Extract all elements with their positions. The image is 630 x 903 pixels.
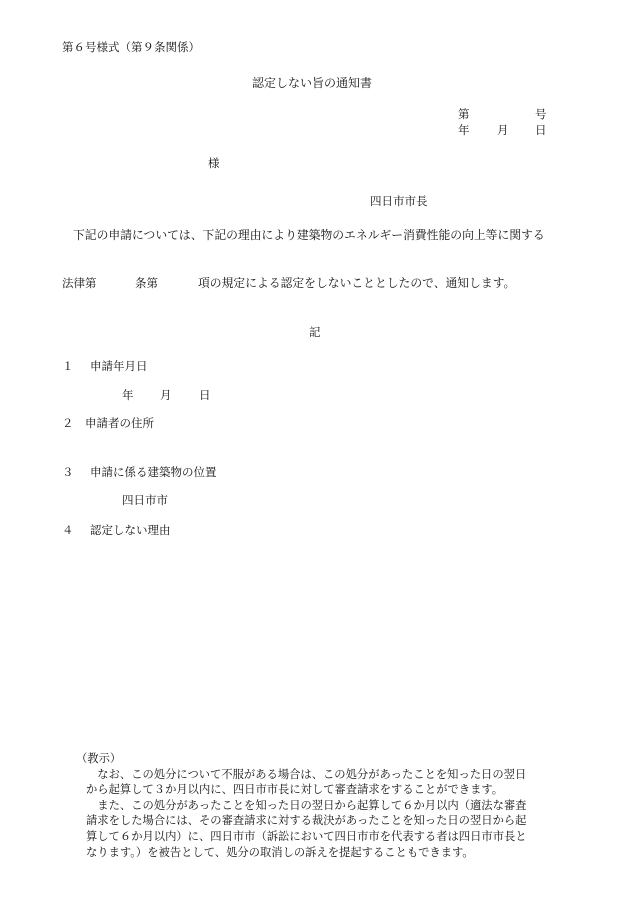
building-location: 四日市市 — [122, 493, 168, 507]
item-number: ３ — [62, 465, 74, 479]
notice-line: なります。）を被告として、処分の取消しの訴えを提起することもできます。 — [86, 845, 474, 859]
item-label: 認定しない理由 — [90, 523, 171, 537]
notice-line: なお、この処分について不服がある場合は、この処分があったことを知った日の翌日 — [97, 767, 527, 781]
addressee-suffix: 様 — [208, 156, 220, 170]
doc-date-year: 年 — [458, 123, 470, 137]
article-label: 条第 — [135, 276, 158, 290]
ki-heading: 記 — [309, 325, 321, 339]
body-line-2-rest: 項の規定による認定をしないこととしたので、通知します。 — [198, 276, 516, 290]
item-number: ４ — [62, 523, 74, 537]
notice-heading: （教示） — [76, 752, 122, 765]
doc-number-dai: 第 — [458, 107, 470, 121]
item-3 — [62, 467, 217, 479]
form-number: 第６号様式（第９条関係） — [62, 40, 200, 54]
item-2 — [62, 418, 154, 430]
notice-line: 請求をした場合には、その審査請求に対する裁決があったことを知った日の翌日から起 — [86, 814, 527, 828]
item-number: １ — [62, 359, 74, 373]
application-day: 日 — [199, 388, 211, 402]
item-number: ２ — [62, 416, 74, 430]
item-1 — [62, 361, 148, 373]
document-title: 認定しない旨の通知書 — [252, 76, 373, 90]
application-month: 月 — [160, 388, 172, 402]
notice-paragraph-1 — [76, 767, 576, 798]
item-label: 申請者の住所 — [85, 416, 154, 430]
item-label: 申請年月日 — [90, 359, 148, 373]
doc-date-day: 日 — [535, 123, 547, 137]
notice-line: から起算して３か月以内に、四日市市長に対して審査請求をすることができます。 — [86, 783, 504, 797]
item-4 — [62, 525, 171, 537]
notice-line: 算して６か月以内）に、四日市市（訴訟において四日市市を代表する者は四日市市長と — [86, 829, 527, 843]
doc-date-month: 月 — [497, 123, 509, 137]
notice-paragraph-2 — [76, 798, 576, 860]
notice-line: また、この処分があったことを知った日の翌日から起算して６か月以内（適法な審査 — [97, 798, 527, 812]
appeal-notice — [76, 751, 576, 860]
law-prefix: 法律第 — [62, 276, 97, 290]
doc-number-go: 号 — [535, 107, 547, 121]
item-label: 申請に係る建築物の位置 — [90, 465, 217, 479]
issuer: 四日市市長 — [370, 194, 428, 208]
body-line-1: 下記の申請については、下記の理由により建築物のエネルギー消費性能の向上等に関する — [73, 228, 545, 242]
application-year: 年 — [122, 388, 134, 402]
